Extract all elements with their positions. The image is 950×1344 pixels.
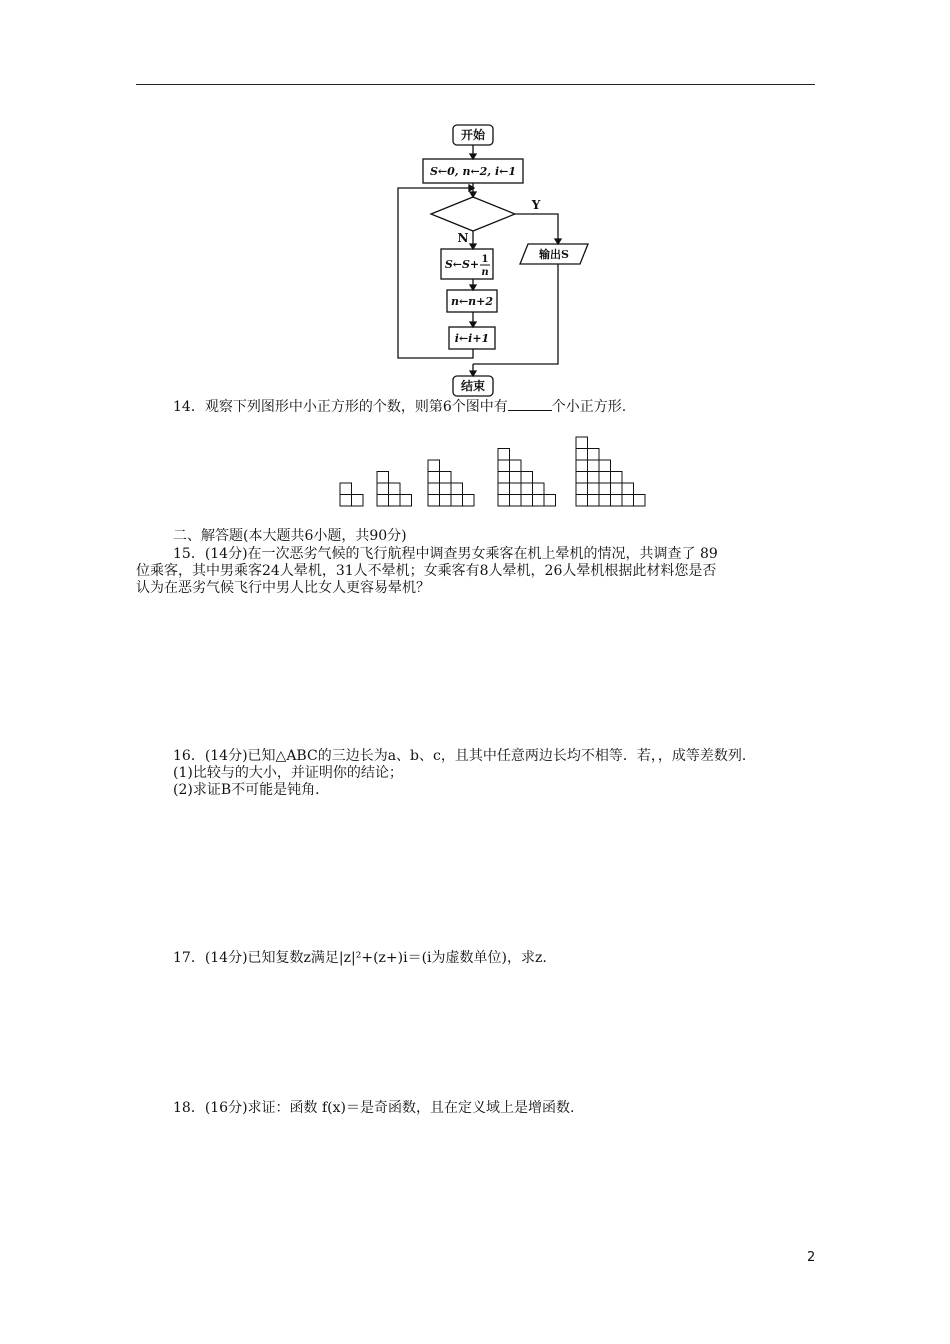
small-square bbox=[588, 483, 600, 495]
small-square bbox=[440, 472, 452, 484]
small-square bbox=[440, 495, 452, 507]
small-square bbox=[340, 495, 352, 507]
small-square bbox=[588, 460, 600, 472]
small-square bbox=[340, 483, 352, 495]
small-square bbox=[428, 495, 440, 507]
question-15-line-3: 认为在恶劣气候飞行中男人比女人更容易晕机？ bbox=[136, 580, 430, 596]
small-square bbox=[576, 472, 588, 484]
small-square bbox=[599, 483, 611, 495]
flowchart-start-text: 开始 bbox=[460, 128, 486, 142]
flowchart-step1-numerator: 1 bbox=[481, 254, 489, 265]
question-14 bbox=[173, 398, 626, 416]
small-square bbox=[634, 495, 646, 507]
flowchart-init-text: S←0, n←2, i←1 bbox=[429, 165, 517, 178]
small-square bbox=[377, 483, 389, 495]
small-square bbox=[611, 472, 623, 484]
small-square bbox=[611, 483, 623, 495]
small-square bbox=[576, 495, 588, 507]
question-16-line-2: (1)比较与的大小，并证明你的结论； bbox=[173, 765, 403, 781]
small-square bbox=[521, 472, 533, 484]
small-square bbox=[400, 495, 412, 507]
q14-text-after: 个小正方形. bbox=[551, 399, 627, 415]
small-square bbox=[588, 472, 600, 484]
small-square bbox=[498, 449, 510, 461]
flowchart-step2-text: n←n+2 bbox=[450, 295, 494, 308]
page-number: 2 bbox=[807, 1250, 816, 1265]
flowchart-yes-label: Y bbox=[531, 198, 541, 212]
flowchart-no-label: N bbox=[457, 231, 469, 245]
small-square bbox=[533, 495, 545, 507]
flowchart-step1-denominator: n bbox=[481, 267, 489, 278]
staircase-figure-4 bbox=[498, 449, 556, 507]
staircase-figures bbox=[336, 434, 651, 510]
small-square bbox=[352, 495, 364, 507]
small-square bbox=[544, 495, 556, 507]
staircase-figure-2 bbox=[377, 472, 412, 507]
staircase-figure-1 bbox=[340, 483, 363, 506]
small-square bbox=[510, 472, 522, 484]
question-17: 17．(14分)已知复数z满足|z|²+(z+)i＝(i为虚数单位)，求z. bbox=[173, 950, 547, 966]
small-square bbox=[440, 483, 452, 495]
small-square bbox=[599, 472, 611, 484]
small-square bbox=[377, 472, 389, 484]
small-square bbox=[498, 495, 510, 507]
question-16-line-3: (2)求证B不可能是钝角． bbox=[173, 782, 330, 798]
small-square bbox=[521, 483, 533, 495]
small-square bbox=[622, 483, 634, 495]
small-square bbox=[576, 449, 588, 461]
q14-text-before: 14．观察下列图形中小正方形的个数，则第6个图中有 bbox=[173, 399, 508, 415]
answer-blank bbox=[508, 398, 552, 411]
small-square bbox=[389, 495, 401, 507]
question-15-line-1: 15．(14分)在一次恶劣气候的飞行航程中调查男女乘客在机上晕机的情况，共调查了 89 bbox=[173, 546, 718, 562]
small-square bbox=[498, 472, 510, 484]
small-square bbox=[451, 483, 463, 495]
flowchart bbox=[390, 118, 600, 403]
small-square bbox=[622, 495, 634, 507]
small-square bbox=[428, 460, 440, 472]
flowchart-output-text: 输出S bbox=[539, 248, 569, 261]
question-15-line-2: 位乘客，其中男乘客24人晕机，31人不晕机；女乘客有8人晕机，26人晕机根据此材料您是否 bbox=[136, 563, 717, 579]
flowchart-step3-text: i←i+1 bbox=[454, 332, 490, 345]
small-square bbox=[389, 483, 401, 495]
staircase-figure-5 bbox=[576, 437, 645, 506]
small-square bbox=[533, 483, 545, 495]
small-square bbox=[576, 437, 588, 449]
small-square bbox=[428, 472, 440, 484]
small-square bbox=[498, 460, 510, 472]
small-square bbox=[576, 460, 588, 472]
small-square bbox=[510, 483, 522, 495]
header-rule bbox=[136, 84, 815, 85]
small-square bbox=[599, 495, 611, 507]
small-square bbox=[510, 460, 522, 472]
small-square bbox=[599, 460, 611, 472]
small-square bbox=[451, 495, 463, 507]
section-2-heading: 二、解答题(本大题共6小题，共90分) bbox=[173, 528, 407, 544]
flowchart-step1-text: S←S+ bbox=[444, 258, 480, 271]
small-square bbox=[521, 495, 533, 507]
small-square bbox=[588, 495, 600, 507]
small-square bbox=[510, 495, 522, 507]
flowchart-end-text: 结束 bbox=[460, 379, 486, 393]
small-square bbox=[377, 495, 389, 507]
small-square bbox=[576, 483, 588, 495]
small-square bbox=[588, 449, 600, 461]
question-18: 18．(16分)求证：函数 f(x)＝是奇函数，且在定义域上是增函数. bbox=[173, 1100, 575, 1116]
small-square bbox=[498, 483, 510, 495]
small-square bbox=[428, 483, 440, 495]
flowchart-decision-diamond bbox=[431, 197, 515, 231]
staircase-figure-3 bbox=[428, 460, 474, 506]
small-square bbox=[611, 495, 623, 507]
small-square bbox=[463, 495, 475, 507]
question-16-line-1: 16．(14分)已知△ABC的三边长为a、b、c，且其中任意两边长均不相等．若，，成等差数列． bbox=[173, 748, 756, 764]
